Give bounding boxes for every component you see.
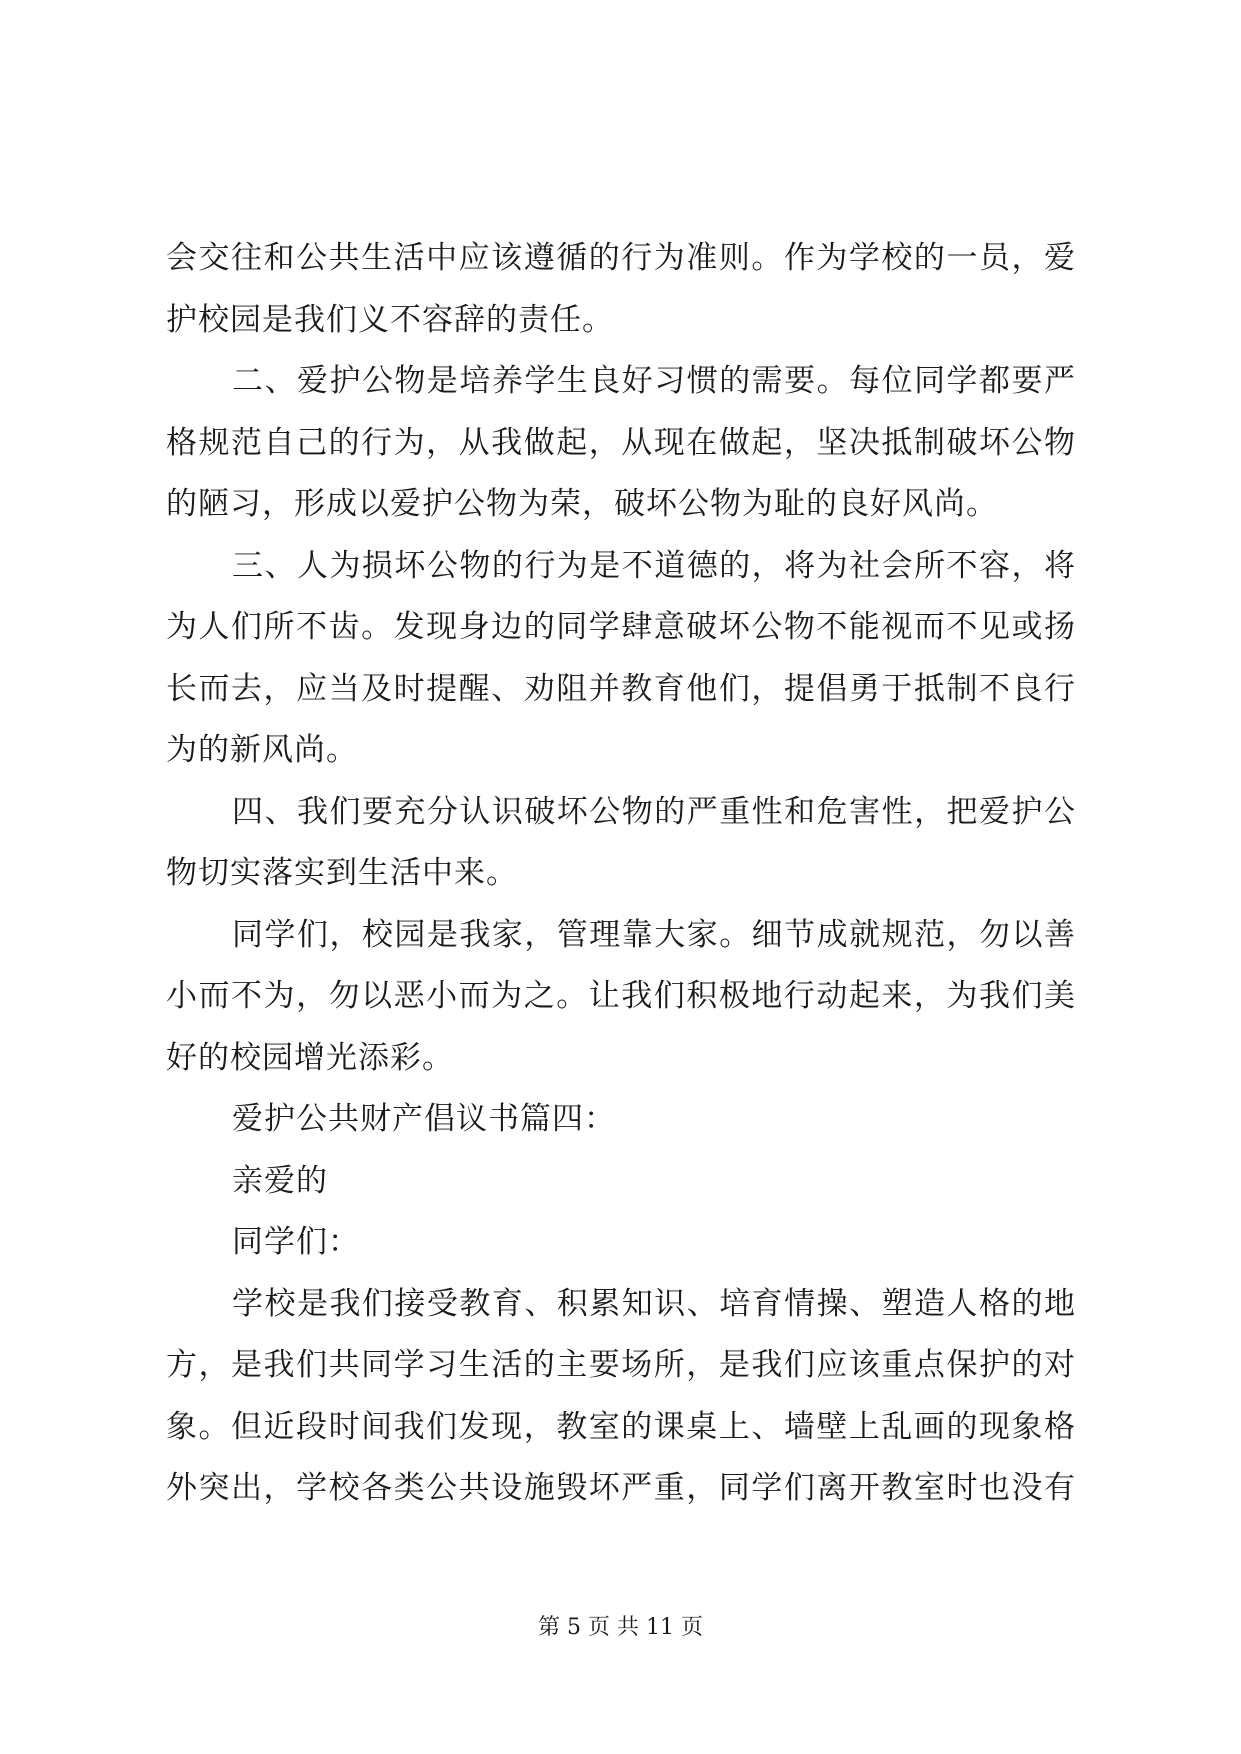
body-text [166,228,1076,1520]
page-footer: 第 5 页 共 11 页 [538,1615,703,1640]
text-line: 的陋习，形成以爱护公物为荣，破坏公物为耻的良好风尚。 [166,486,998,522]
text-line: 三、人为损坏公物的行为是不道德的，将为社会所不容，将 [232,547,1076,584]
text-line: 长而去，应当及时提醒、劝阻并教育他们，提倡勇于抵制不良行 [166,670,1076,707]
text-line: 会交往和公共生活中应该遵循的行为准则。作为学校的一员，爱 [166,240,1076,276]
text-line: 学校是我们接受教育、积累知识、培育情操、塑造人格的地 [232,1285,1076,1322]
text-line: 外突出，学校各类公共设施毁坏严重，同学们离开教室时也没有 [166,1470,1076,1506]
text-line: 方，是我们共同学习生活的主要场所，是我们应该重点保护的对 [166,1347,1076,1383]
text-line: 格规范自己的行为，从我做起，从现在做起，坚决抵制破坏公物 [166,424,1076,461]
text-line: 爱护公共财产倡议书篇四： [232,1101,616,1137]
text-line: 象。但近段时间我们发现，教室的课桌上、墙壁上乱画的现象格 [166,1408,1076,1445]
text-line: 二、爱护公物是培养学生良好习惯的需要。每位同学都要严 [232,363,1076,399]
text-line: 四、我们要充分认识破坏公物的严重性和危害性，把爱护公 [232,793,1076,830]
text-line: 同学们： [232,1224,360,1260]
text-line: 亲爱的 [232,1162,328,1199]
text-line: 护校园是我们义不容辞的责任。 [166,301,614,338]
text-line: 物切实落实到生活中来。 [166,855,518,891]
text-line: 为的新风尚。 [166,732,358,768]
text-line: 小而不为，勿以恶小而为之。让我们积极地行动起来，为我们美 [166,978,1076,1014]
text-line: 同学们，校园是我家，管理靠大家。细节成就规范，勿以善 [232,916,1076,953]
text-line: 好的校园增光添彩。 [166,1039,454,1076]
text-line: 为人们所不齿。发现身边的同学肆意破坏公物不能视而不见或扬 [166,609,1076,645]
